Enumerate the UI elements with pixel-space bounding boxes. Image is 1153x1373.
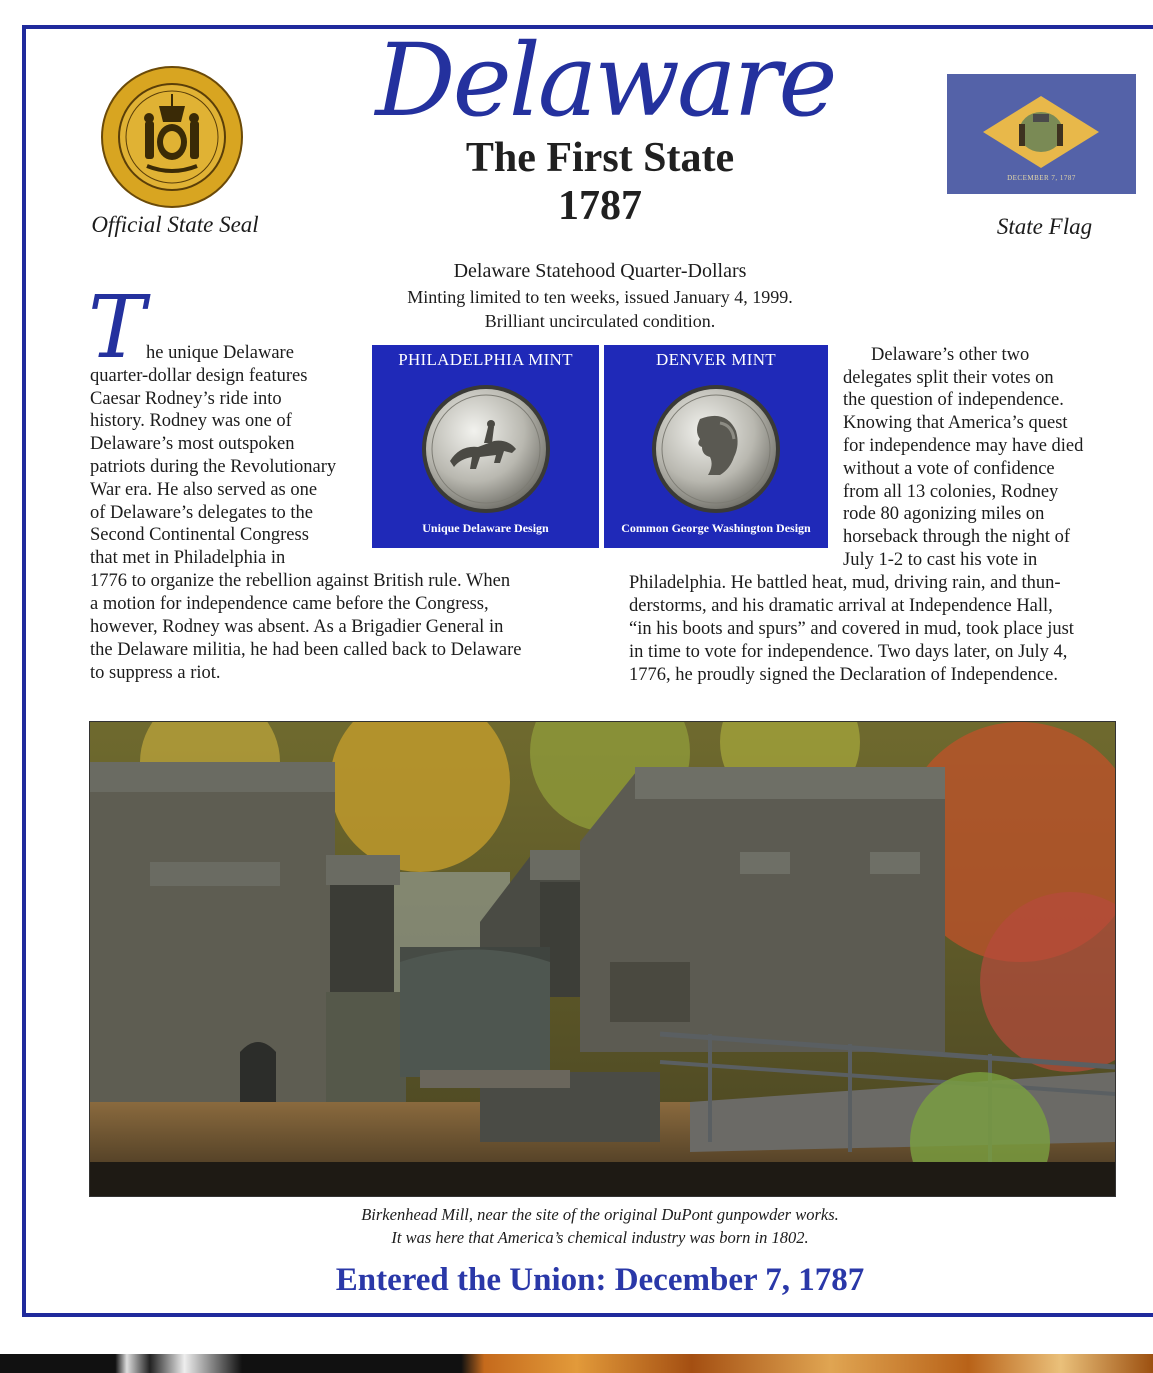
quarter-condition: Brilliant uncirculated condition. bbox=[484, 311, 716, 331]
story-left-line: he unique Delaware bbox=[146, 343, 294, 363]
statehood-year: 1787 bbox=[558, 183, 642, 229]
bottom-edge-strip bbox=[0, 1354, 1153, 1373]
state-flag-image bbox=[947, 74, 1136, 194]
story-left-line: 1776 to organize the rebellion against British rule. When bbox=[90, 571, 511, 591]
story-left-line: a motion for independence came before the Congress, bbox=[90, 594, 489, 614]
quarter-title: Delaware Statehood Quarter-Dollars bbox=[453, 260, 747, 282]
story-left-line: of Delaware’s delegates to the bbox=[90, 503, 313, 523]
caesar-rodney-rider-icon bbox=[420, 383, 552, 515]
story-right-line: delegates split their votes on bbox=[843, 368, 1054, 388]
story-right-line: the question of independence. bbox=[843, 390, 1064, 410]
story-left-line: to suppress a riot. bbox=[90, 663, 221, 683]
story-right-line: “in his boots and spurs” and covered in mud, took place just bbox=[629, 619, 1074, 639]
story-left-line: the Delaware militia, he had been called back to Delaware bbox=[90, 640, 522, 660]
story-right-line: from all 13 colonies, Rodney bbox=[843, 482, 1059, 502]
mint-subtitle: Unique Delaware Design bbox=[422, 521, 549, 535]
photo-caption-line1: Birkenhead Mill, near the site of the original DuPont gunpowder works. bbox=[361, 1205, 839, 1224]
mint-title: DENVER MINT bbox=[656, 350, 776, 369]
story-right-line: in time to vote for independence. Two days later, on July 4, bbox=[629, 642, 1068, 662]
state-seal-image bbox=[101, 66, 243, 208]
birkenhead-mill-photo bbox=[89, 721, 1116, 1197]
story-left-line: Delaware’s most outspoken bbox=[90, 434, 295, 454]
story-right-line: 1776, he proudly signed the Declaration of Independence. bbox=[629, 665, 1058, 685]
story-right-line: horseback through the night of bbox=[843, 527, 1071, 547]
philadelphia-mint-panel bbox=[372, 345, 599, 548]
mint-title: PHILADELPHIA MINT bbox=[398, 350, 573, 369]
flag-date-text: DECEMBER 7, 1787 bbox=[1007, 174, 1076, 182]
story-right-line: Delaware’s other two bbox=[871, 345, 1030, 365]
entered-union-date: Entered the Union: December 7, 1787 bbox=[335, 1262, 865, 1298]
story-left-line: however, Rodney was absent. As a Brigadier General in bbox=[90, 617, 504, 637]
story-right-line: rode 80 agonizing miles on bbox=[843, 504, 1045, 524]
story-right-line: derstorms, and his dramatic arrival at Independence Hall, bbox=[629, 596, 1053, 616]
story-left-line: Second Continental Congress bbox=[90, 525, 309, 545]
quarter-minting-info: Minting limited to ten weeks, issued January 4, 1999. bbox=[407, 287, 793, 307]
story-left-line: patriots during the Revolutionary bbox=[90, 457, 337, 477]
seal-caption: Official State Seal bbox=[91, 212, 259, 237]
story-dropcap: T bbox=[88, 278, 146, 378]
flag-caption: State Flag bbox=[996, 214, 1093, 239]
washington-portrait-icon bbox=[650, 383, 782, 515]
story-right-line: Knowing that America’s quest bbox=[843, 413, 1068, 433]
story-right-line: July 1-2 to cast his vote in bbox=[843, 550, 1038, 570]
story-right-line: Philadelphia. He battled heat, mud, driving rain, and thun- bbox=[629, 573, 1061, 593]
denver-mint-panel bbox=[604, 345, 828, 548]
photo-caption-line2: It was here that America’s chemical industry was born in 1802. bbox=[391, 1228, 809, 1247]
story-left-line: history. Rodney was one of bbox=[90, 411, 292, 431]
story-right-line: without a vote of confidence bbox=[843, 459, 1055, 479]
mint-subtitle: Common George Washington Design bbox=[621, 521, 811, 535]
story-left-line: that met in Philadelphia in bbox=[90, 548, 286, 568]
state-nickname: The First State bbox=[465, 135, 735, 181]
story-right-line: for independence may have died bbox=[843, 436, 1084, 456]
story-left-line: Caesar Rodney’s ride into bbox=[90, 389, 282, 409]
story-left-line: War era. He also served as one bbox=[90, 480, 318, 500]
story-left-line: quarter-dollar design features bbox=[90, 366, 308, 386]
state-name-title: Delaware bbox=[375, 22, 835, 139]
